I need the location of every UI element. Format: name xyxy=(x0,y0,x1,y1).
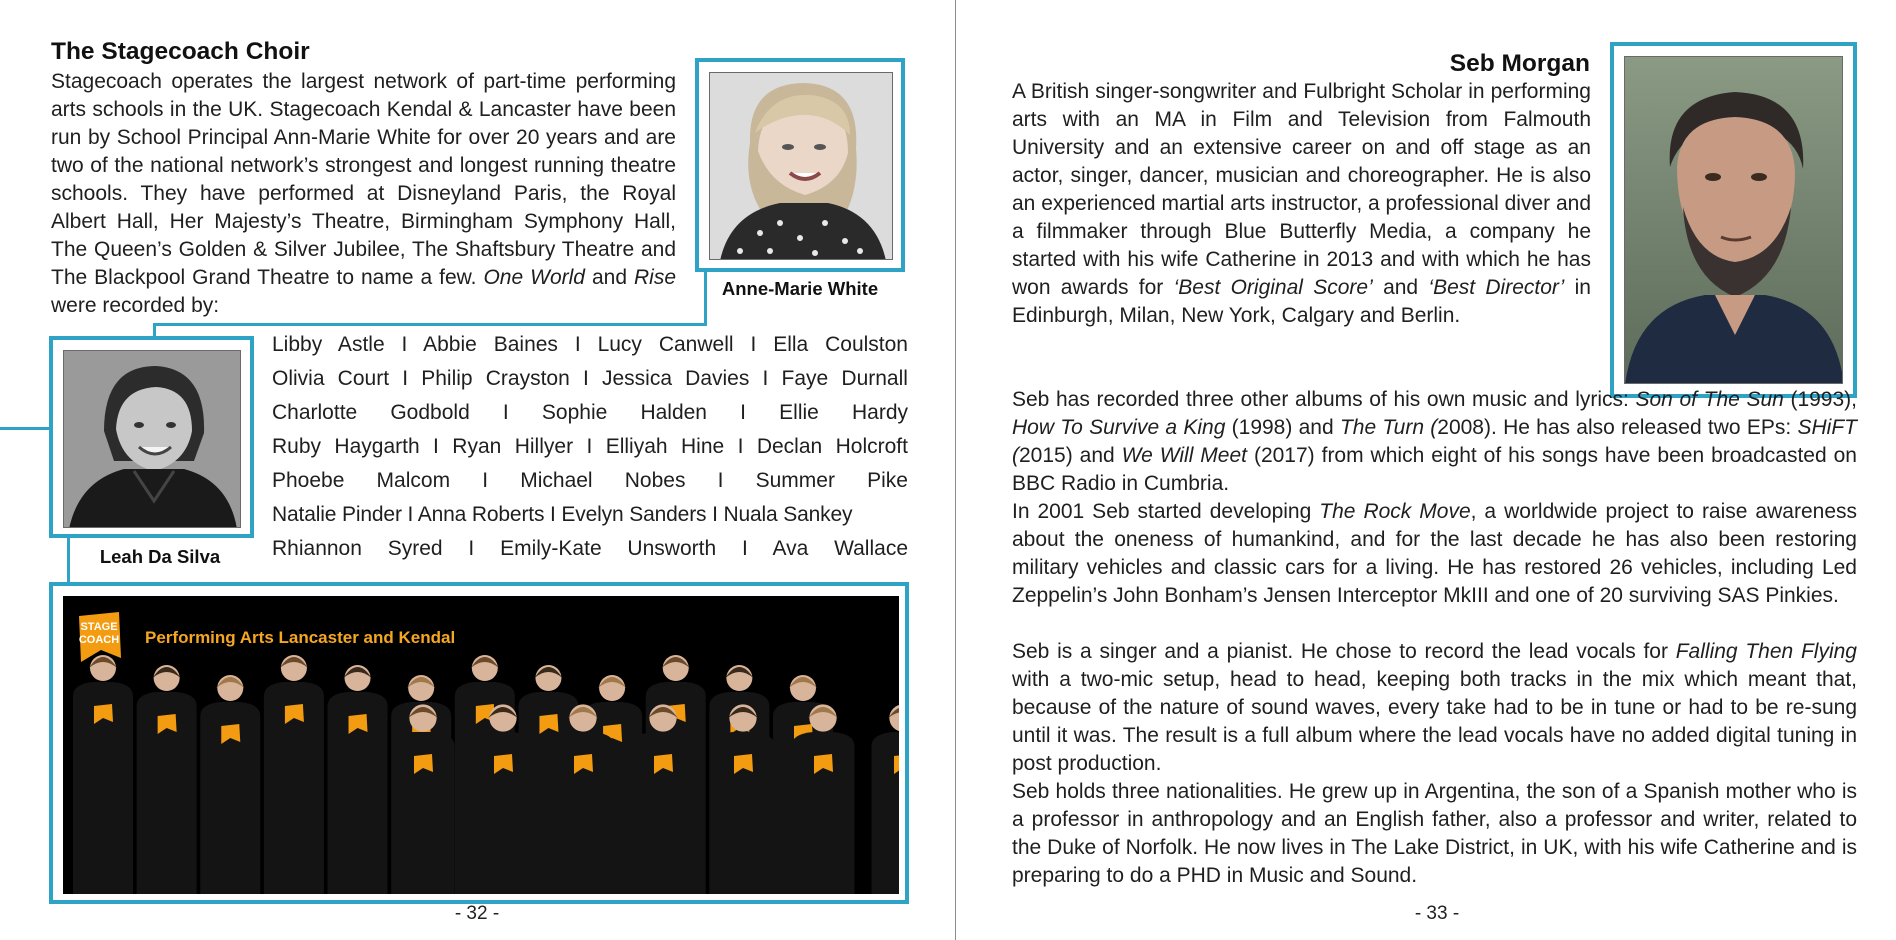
choir-member: Ruby Haygarth xyxy=(272,435,420,458)
bio-text: (2017) from which eight of his songs have been broadcasted on BBC Radio in Cumbria. xyxy=(1012,444,1857,495)
separator: I xyxy=(582,367,589,390)
choir-member: Sophie Halden xyxy=(541,401,707,424)
separator: I xyxy=(402,367,409,390)
album-rise: Rise xyxy=(634,266,677,289)
connector-line xyxy=(153,323,707,326)
bio-text: (1993), xyxy=(1790,388,1857,411)
separator: I xyxy=(550,503,556,526)
album-the-turn: The Turn ( xyxy=(1339,416,1438,439)
choir-member: Rhiannon Syred xyxy=(272,537,443,560)
bio-paragraph-3 xyxy=(1012,498,1857,610)
separator: I xyxy=(468,537,475,560)
bio-paragraph-5: Seb holds three nationalities. He grew up in Argentina, the son of a Spanish mother who is a professor in anthropology and an English father, also a professor and writer, related to the Duke of Norfolk. He now lives in The Lake District, in UK, with his wife Catherine and is preparing to do a PHD in Music and Sound. xyxy=(1012,780,1857,887)
group-photo-frame xyxy=(49,582,909,904)
artist-title: Seb Morgan xyxy=(1449,50,1590,77)
names-row xyxy=(272,464,908,498)
separator: I xyxy=(482,469,489,492)
separator: I xyxy=(401,333,408,356)
artist-photo xyxy=(1624,56,1843,384)
names-row xyxy=(272,362,908,396)
bio-text: Seb has recorded three other albums of his own music and lyrics: xyxy=(1012,388,1629,411)
group-photo xyxy=(63,596,899,894)
group-photo-banner: Performing Arts Lancaster and Kendal xyxy=(145,628,456,647)
bio-text: with a two-mic setup, head to head, keeping both tracks in the mix which meant that, because of the nature of sound waves, every take had to be in tune or had to be re-sung until it was. The result is a full album where the lead vocals have no added digital tuning in post production. xyxy=(1012,668,1857,775)
choir-member: Declan Holcroft xyxy=(756,435,908,458)
principal-caption: Anne-Marie White xyxy=(721,278,879,299)
choir-member: Charlotte Godbold xyxy=(272,401,470,424)
recorded-by-text: were recorded by: xyxy=(51,294,220,317)
separator: I xyxy=(712,503,718,526)
choir-member: Ryan Hillyer xyxy=(452,435,574,458)
choir-member: Elliyah Hine xyxy=(605,435,725,458)
bio-paragraph-2 xyxy=(1012,386,1857,498)
names-row xyxy=(272,328,908,362)
principal-photo xyxy=(709,72,893,260)
artist-portrait-image xyxy=(1625,57,1843,384)
page-gutter xyxy=(955,0,956,940)
track-falling-then-flying: Falling Then Flying xyxy=(1675,640,1857,663)
ep-shift: SHiFT ( xyxy=(1012,416,1857,467)
principal-photo-frame xyxy=(695,58,905,272)
choir-member: Olivia Court xyxy=(272,367,390,390)
names-row xyxy=(272,430,908,464)
logo-line-1: STAGE xyxy=(80,621,118,633)
choir-member: Lucy Canwell xyxy=(597,333,734,356)
choir-member: Abbie Baines xyxy=(423,333,558,356)
principal-portrait-image xyxy=(710,73,893,260)
student-photo-frame xyxy=(49,336,254,538)
and-text: and xyxy=(591,266,628,289)
bio-text: 2015) and xyxy=(1019,444,1115,467)
award-best-director: ‘Best Director’ xyxy=(1428,276,1565,299)
separator: I xyxy=(737,435,744,458)
separator: I xyxy=(750,333,757,356)
student-photo xyxy=(63,350,241,528)
choir-intro-text: Stagecoach operates the largest network of part-time performing arts schools in the UK. Stagecoach Kendal & Lancaster have been run by School Principal Ann-Marie White for over 20 years and are two of the national network’s strongest and longest running theatre schools. They have performed at Disneyland Paris, the Royal Albert Hall, Her Majesty’s Theatre, Birmingham Symphony Hall, The Queen’s Golden & Silver Jubilee, The Shaftsbury Theatre and The Blackpool Grand Theatre to name a few. xyxy=(51,70,676,289)
separator: I xyxy=(433,435,439,458)
bio-text: and xyxy=(1383,276,1419,299)
choir-member: Summer Pike xyxy=(755,469,908,492)
names-row xyxy=(272,532,908,566)
student-portrait-image xyxy=(64,351,241,528)
bio-text: In 2001 Seb started developing xyxy=(1012,500,1312,523)
choir-member: Faye Durnall xyxy=(781,367,908,390)
separator: I xyxy=(502,401,509,424)
choir-member: Ella Coulston xyxy=(773,333,908,356)
ep-we-will-meet: We Will Meet xyxy=(1121,444,1247,467)
separator: I xyxy=(762,367,769,390)
choir-member: Emily-Kate Unsworth xyxy=(500,537,717,560)
choir-member: Natalie Pinder xyxy=(272,503,402,526)
student-caption: Leah Da Silva xyxy=(99,546,221,567)
bio-text: Seb is a singer and a pianist. He chose to record the lead vocals for xyxy=(1012,640,1668,663)
choir-member-figure xyxy=(264,655,324,894)
connector-line xyxy=(0,427,51,430)
bio-text: A British singer-songwriter and Fulbright Scholar in performing arts with an MA in Film and Television from Falmouth University and an extensive career on and off stage as an actor, singer, dancer, musician and choreographer. He is also an experienced martial arts instructor, a professional diver and a filmmaker through Blue Butterfly Media, a company he started with his wife Catherine in 2013 and with which he has won awards for xyxy=(1012,80,1591,299)
album-how-to-survive-a-king: How To Survive a King xyxy=(1012,416,1226,439)
choir-member: Philip Crayston xyxy=(421,367,570,390)
bio-text: (1998) and xyxy=(1231,416,1334,439)
choir-member: Evelyn Sanders xyxy=(561,503,707,526)
choir-member-figure xyxy=(73,655,133,894)
choir-member-figure xyxy=(328,665,388,894)
separator: I xyxy=(740,401,746,424)
choir-member: Ellie Hardy xyxy=(779,401,908,424)
choir-member: Michael Nobes xyxy=(520,469,686,492)
bio-text: , a worldwide project to raise awareness about the oneness of humankind, and for the last decade he has also been restoring military vehicles and classic cars for a living. He has restored 26 vehicles, including Led Zeppelin’s John Bonham’s Jensen Interceptor MkIII and one of 20 surviving SAS Pinkies. xyxy=(1012,500,1857,607)
choir-member: Anna Roberts xyxy=(417,503,545,526)
artist-photo-frame xyxy=(1610,42,1857,398)
choir-member-figure xyxy=(200,675,260,894)
bio-text: 2008). He has also released two EPs: xyxy=(1437,416,1792,439)
logo-line-2: COACH xyxy=(78,634,120,646)
page-number-left: - 32 - xyxy=(454,903,500,924)
bio-paragraph-1 xyxy=(1012,78,1591,330)
choir-member: Ava Wallace xyxy=(772,537,908,560)
separator: I xyxy=(574,333,581,356)
page-number-right: - 33 - xyxy=(1414,903,1460,924)
award-best-original-score: ‘Best Original Score’ xyxy=(1173,276,1373,299)
choir-member: Nuala Sankey xyxy=(723,503,853,526)
connector-line xyxy=(704,272,707,326)
choir-member: Libby Astle xyxy=(272,333,385,356)
album-one-world: One World xyxy=(483,266,585,289)
choir-group-image xyxy=(63,596,899,894)
choir-member-figure xyxy=(137,665,197,894)
bio-text: in Edinburgh, Milan, New York, Calgary and Berlin. xyxy=(1012,276,1591,327)
choir-title: The Stagecoach Choir xyxy=(51,38,310,65)
shirt-logo-icon xyxy=(894,754,899,774)
names-row xyxy=(272,396,908,430)
names-row xyxy=(272,498,908,532)
choir-intro xyxy=(51,68,676,320)
bio-paragraph-4 xyxy=(1012,638,1857,778)
separator: I xyxy=(741,537,748,560)
choir-member: Jessica Davies xyxy=(601,367,750,390)
separator: I xyxy=(407,503,414,526)
choir-member: Phoebe Malcom xyxy=(272,469,451,492)
album-son-of-the-sun: Son of The Sun xyxy=(1635,388,1784,411)
separator: I xyxy=(586,435,593,458)
project-the-rock-move: The Rock Move xyxy=(1319,500,1471,523)
separator: I xyxy=(717,469,724,492)
